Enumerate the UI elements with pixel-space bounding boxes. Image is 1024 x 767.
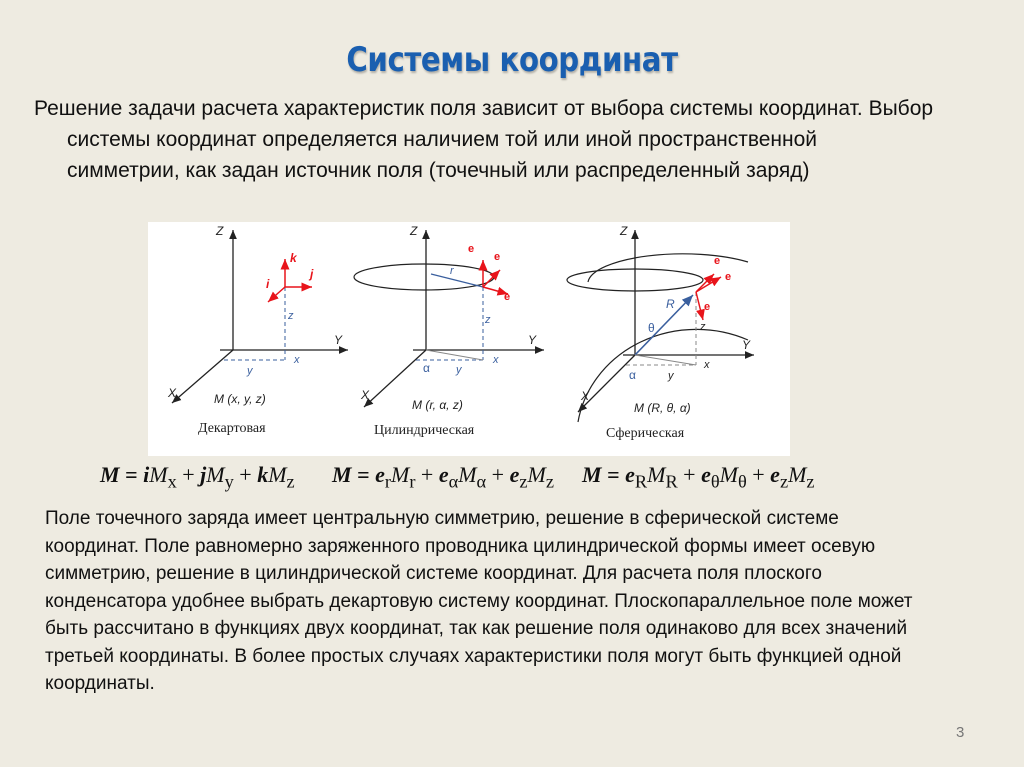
svg-text:e: e [494, 251, 501, 263]
cylindrical-diagram [354, 224, 544, 438]
svg-text:e: e [504, 291, 511, 303]
svg-text:Z: Z [620, 224, 628, 238]
svg-text:r: r [450, 265, 454, 277]
intro-paragraph [34, 93, 934, 186]
svg-text:j: j [310, 267, 314, 281]
svg-text:e: e [704, 301, 711, 313]
svg-text:e: e [725, 271, 732, 283]
svg-text:α: α [629, 368, 636, 382]
svg-text:Z: Z [216, 224, 224, 238]
intro-text: Решение задачи расчета характеристик поля зависит от выбора системы координат. Выбор системы координат определяется наличием той или иной пространственной симметрии, как задан источник поля (точечный или распределенный заряд) [34, 97, 934, 182]
svg-text:e: e [468, 243, 475, 255]
spherical-diagram [567, 224, 754, 441]
coordinate-systems-figure [148, 222, 790, 456]
svg-text:Y: Y [334, 333, 343, 347]
formula-cartesian: $M = iM_x + jM_y + kM_z$ [100, 462, 295, 492]
svg-text:α: α [423, 361, 430, 375]
svg-text:Y: Y [742, 338, 751, 352]
svg-text:Декартовая: Декартовая [198, 421, 266, 436]
formula-spherical: $M = e_RM_R + e_\theta M_\theta + e_zM_z$ [582, 462, 815, 492]
svg-text:k: k [290, 251, 297, 265]
svg-text:X: X [168, 386, 177, 400]
svg-text:z: z [700, 321, 706, 333]
svg-text:y: y [668, 370, 674, 382]
body-paragraph: Поле точечного заряда имеет центральную симметрию, решение в сферической системе координат. Поле равномерно заряженного проводника цилиндрической формы имеет осевую симметрию, решение в цилиндрической системе координат. Для расчета поля плоского конденсатора удобнее выбрать декартовую систему координат. Плоскопараллельное поле может быть рассчитано в функциях двух координат, так как решение поля одинаково для всех значений третьей координаты. В более простых случаях характеристики поля могут быть функцией одной координаты. [45, 508, 913, 694]
cartesian-diagram [167, 224, 348, 436]
svg-text:Цилиндрическая: Цилиндрическая [374, 423, 475, 438]
svg-text:x: x [704, 359, 710, 371]
formula-cylindrical: $M = e_rM_r + e_\alpha M_\alpha + e_zM_z$ [332, 462, 554, 492]
svg-text:θ: θ [648, 321, 655, 335]
svg-text:Сферическая: Сферическая [606, 426, 685, 441]
svg-text:x: x [294, 354, 300, 366]
svg-text:z: z [485, 314, 491, 326]
svg-text:Z: Z [410, 224, 418, 238]
svg-text:e: e [714, 255, 721, 267]
svg-text:y: y [247, 365, 253, 377]
svg-text:y: y [456, 364, 462, 376]
svg-text:M (x, y, z): M (x, y, z) [214, 392, 266, 406]
svg-text:z: z [288, 310, 294, 322]
svg-text:i: i [266, 277, 270, 291]
svg-text:M (r, α, z): M (r, α, z) [412, 398, 463, 412]
svg-text:X: X [361, 388, 370, 402]
svg-text:M (R, θ, α): M (R, θ, α) [634, 401, 691, 415]
page-number: 3 [956, 724, 965, 741]
formulas-row [100, 462, 820, 492]
svg-text:R: R [666, 297, 675, 311]
slide-title: Системы координат [346, 40, 678, 80]
coordinate-diagrams [148, 222, 790, 456]
svg-text:Y: Y [528, 333, 537, 347]
svg-text:x: x [493, 354, 499, 366]
svg-text:X: X [581, 389, 590, 403]
